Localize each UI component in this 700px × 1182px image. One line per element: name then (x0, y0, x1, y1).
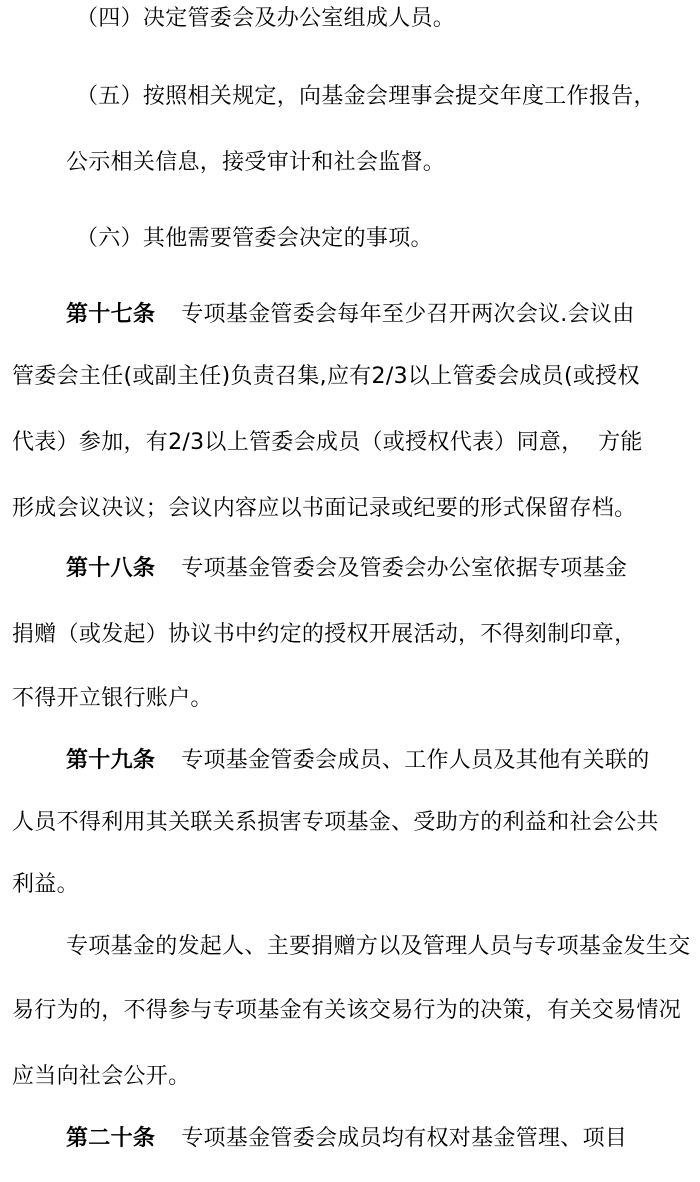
article-18-line-3: 不得开立银行账户。 (12, 686, 213, 711)
article-20-text-1: 专项基金管委会成员均有权对基金管理、项目 (181, 1126, 628, 1151)
article-20-heading: 第二十条 (66, 1126, 156, 1151)
article-19-para-2-line-2: 易行为的，不得参与专项基金有关该交易行为的决策，有关交易情况 (12, 998, 682, 1023)
item-5-line-1: （五）按照相关规定，向基金会理事会提交年度工作报告， (76, 84, 656, 109)
article-19-line-3: 利益。 (12, 872, 79, 897)
article-19-line-1 (66, 746, 650, 776)
article-19-text-1: 专项基金管委会成员、工作人员及其他有关联的 (181, 748, 650, 773)
article-18-line-1 (66, 554, 627, 584)
article-20-line-1 (66, 1124, 627, 1154)
article-18-line-2: 捐赠（或发起）协议书中约定的授权开展活动，不得刻制印章， (12, 622, 637, 647)
article-19-line-2: 人员不得利用其关联关系损害专项基金、受助方的利益和社会公共 (12, 810, 659, 835)
article-19-heading: 第十九条 (66, 748, 156, 773)
article-18-heading: 第十八条 (66, 556, 156, 581)
item-5-line-2: 公示相关信息，接受审计和社会监督。 (66, 150, 446, 175)
article-17-line-4: 形成会议决议；会议内容应以书面记录或纪要的形式保留存档。 (12, 496, 637, 521)
article-17-text-1: 专项基金管委会每年至少召开两次会议.会议由 (181, 302, 635, 327)
article-17-line-2: 管委会主任(或副主任)负责召集,应有2/3以上管委会成员(或授权 (12, 364, 640, 389)
article-19-para-2-line-3: 应当向社会公开。 (12, 1064, 191, 1089)
article-17-line-1 (66, 300, 635, 330)
article-18-text-1: 专项基金管委会及管委会办公室依据专项基金 (181, 556, 628, 581)
item-6: （六）其他需要管委会决定的事项。 (76, 226, 433, 251)
item-4: （四）决定管委会及办公室组成人员。 (76, 6, 456, 31)
article-19-para-2-line-1: 专项基金的发起人、主要捐赠方以及管理人员与专项基金发生交 (66, 934, 691, 959)
article-17-heading: 第十七条 (66, 302, 156, 327)
article-17-line-3: 代表）参加，有2/3以上管委会成员（或授权代表）同意， 方能 (12, 430, 643, 455)
